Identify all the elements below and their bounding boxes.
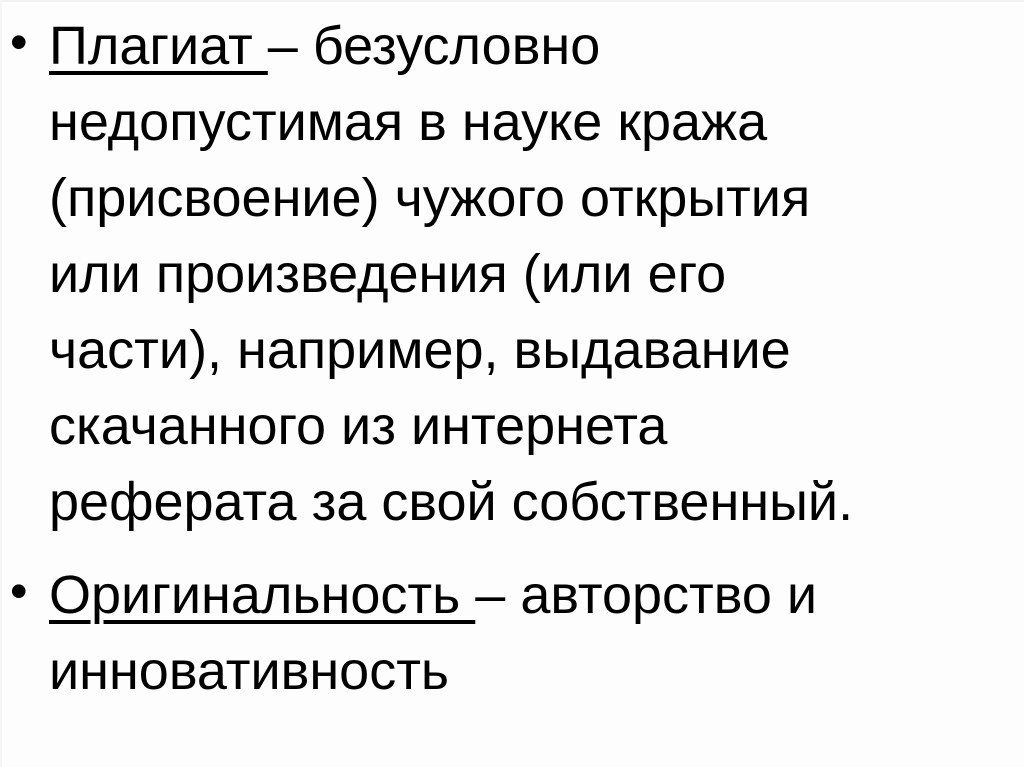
bullet-item-plagiarism bbox=[2, 8, 1024, 540]
term-originality: Оригинальность bbox=[49, 565, 476, 625]
slide-text-block bbox=[2, 2, 1024, 709]
definition-plagiarism: – безусловно недопустимая в науке кража (присвоение) чужого открытия или произведения (или его части), например, выдавание скачанного из интернета реферата за свой собственный. bbox=[49, 16, 854, 532]
bullet-dot-icon: • bbox=[10, 14, 28, 70]
term-plagiarism: Плагиат bbox=[49, 16, 268, 76]
bullet-item-originality bbox=[2, 557, 1024, 709]
bullet-dot-icon: • bbox=[10, 563, 28, 619]
bullet-text-plagiarism bbox=[49, 8, 853, 540]
bullet-text-originality bbox=[49, 557, 817, 709]
definition-originality: – авторство и инновативность bbox=[49, 565, 818, 701]
